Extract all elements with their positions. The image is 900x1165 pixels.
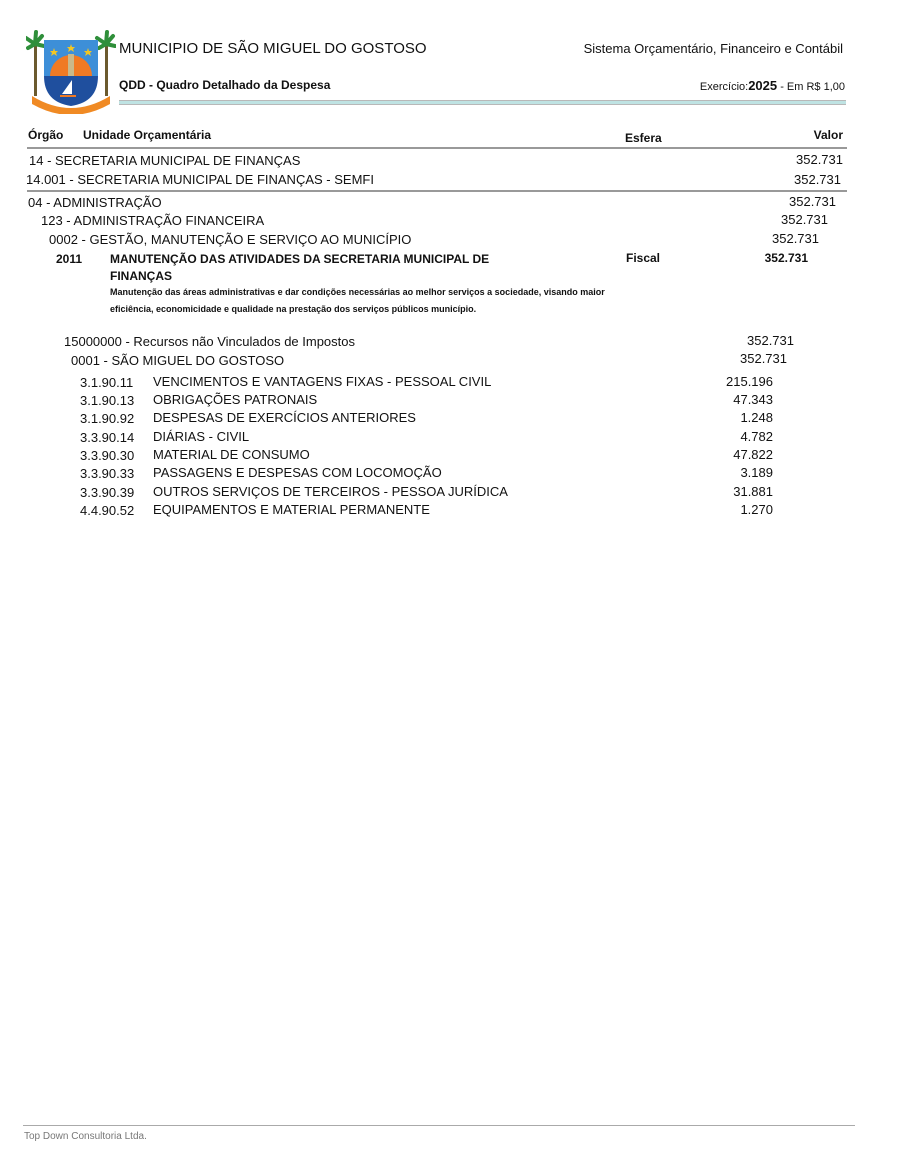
column-header-divider: [27, 147, 847, 149]
header-divider: [119, 100, 846, 105]
elemento-value: 215.196: [726, 374, 773, 389]
acao-title-line1: MANUTENÇÃO DAS ATIVIDADES DA SECRETARIA MUNICIPAL DE: [110, 252, 490, 266]
elemento-code: 3.3.90.39: [80, 485, 135, 500]
unidade-label: 14.001 - SECRETARIA MUNICIPAL DE FINANÇAS - SEMFI: [26, 172, 374, 187]
elemento-label: PASSAGENS E DESPESAS COM LOCOMOÇÃO: [153, 465, 442, 480]
report-title: QDD - Quadro Detalhado da Despesa: [119, 78, 331, 92]
subfuncao-label: 123 - ADMINISTRAÇÃO FINANCEIRA: [41, 213, 265, 228]
elemento-label: VENCIMENTOS E VANTAGENS FIXAS - PESSOAL CIVIL: [153, 374, 492, 389]
elemento-value: 1.270: [740, 502, 773, 517]
elemento-code: 3.3.90.30: [80, 448, 135, 463]
elemento-value: 3.189: [740, 465, 773, 480]
column-header-orgao: Órgão: [28, 128, 64, 142]
funcao-label: 04 - ADMINISTRAÇÃO: [28, 195, 162, 210]
programa-label: 0002 - GESTÃO, MANUTENÇÃO E SERVIÇO AO MUNICÍPIO: [49, 232, 412, 247]
exercicio-year: 2025: [748, 78, 778, 93]
elemento-value: 47.822: [733, 447, 773, 462]
elemento-code: 3.1.90.92: [80, 411, 135, 426]
elemento-value: 1.248: [740, 410, 773, 425]
subfuncao-value: 352.731: [781, 212, 828, 227]
municipality-logo: [26, 30, 116, 114]
elemento-code: 3.3.90.14: [80, 430, 135, 445]
fonte-value: 352.731: [747, 333, 794, 348]
unidade-value: 352.731: [794, 172, 841, 187]
elemento-code: 3.3.90.33: [80, 466, 135, 481]
currency-note: - Em R$ 1,00: [780, 81, 845, 93]
elemento-code: 3.1.90.13: [80, 393, 135, 408]
elemento-label: DIÁRIAS - CIVIL: [153, 429, 250, 444]
unidade-divider: [27, 190, 847, 192]
column-header-unidade: Unidade Orçamentária: [83, 128, 212, 142]
acao-description: Manutenção das áreas administrativas e dar condições necessárias ao melhor serviços a sociedade, visando maior eficiência, economicidade e qualidade na prestação dos serviços públicos município.: [110, 287, 605, 314]
funcao-value: 352.731: [789, 194, 836, 209]
municipality-title: MUNICIPIO DE SÃO MIGUEL DO GOSTOSO: [119, 40, 427, 57]
localizador-value: 352.731: [740, 351, 787, 366]
exercicio-info: [700, 78, 845, 93]
elemento-value: 31.881: [733, 484, 773, 499]
exercicio-label: Exercício:: [699, 81, 749, 93]
fonte-label: 15000000 - Recursos não Vinculados de Impostos: [64, 334, 356, 349]
column-header-esfera: Esfera: [625, 131, 662, 145]
elemento-label: EQUIPAMENTOS E MATERIAL PERMANENTE: [153, 502, 430, 517]
localizador-label: 0001 - SÃO MIGUEL DO GOSTOSO: [71, 353, 285, 368]
elemento-value: 4.782: [740, 429, 773, 444]
acao-value: 352.731: [764, 251, 808, 265]
system-name: Sistema Orçamentário, Financeiro e Contábil: [583, 41, 843, 56]
column-header-valor: Valor: [813, 128, 843, 142]
elemento-label: MATERIAL DE CONSUMO: [153, 447, 310, 462]
elemento-label: OUTROS SERVIÇOS DE TERCEIROS - PESSOA JURÍDICA: [153, 484, 508, 499]
acao-code: 2011: [56, 252, 83, 266]
elemento-label: DESPESAS DE EXERCÍCIOS ANTERIORES: [153, 410, 416, 425]
programa-value: 352.731: [772, 231, 819, 246]
elemento-value: 47.343: [733, 392, 773, 407]
acao-esfera: Fiscal: [626, 251, 661, 265]
elemento-code: 4.4.90.52: [80, 503, 135, 518]
elemento-label: OBRIGAÇÕES PATRONAIS: [153, 392, 318, 407]
elemento-code: 3.1.90.11: [80, 375, 134, 390]
coat-of-arms-icon: [26, 30, 116, 114]
acao-title-line2: FINANÇAS: [110, 269, 172, 283]
orgao-label: 14 - SECRETARIA MUNICIPAL DE FINANÇAS: [29, 153, 301, 168]
orgao-value: 352.731: [796, 152, 843, 167]
footer-company: Top Down Consultoria Ltda.: [24, 1131, 147, 1142]
footer-divider: [23, 1125, 855, 1126]
